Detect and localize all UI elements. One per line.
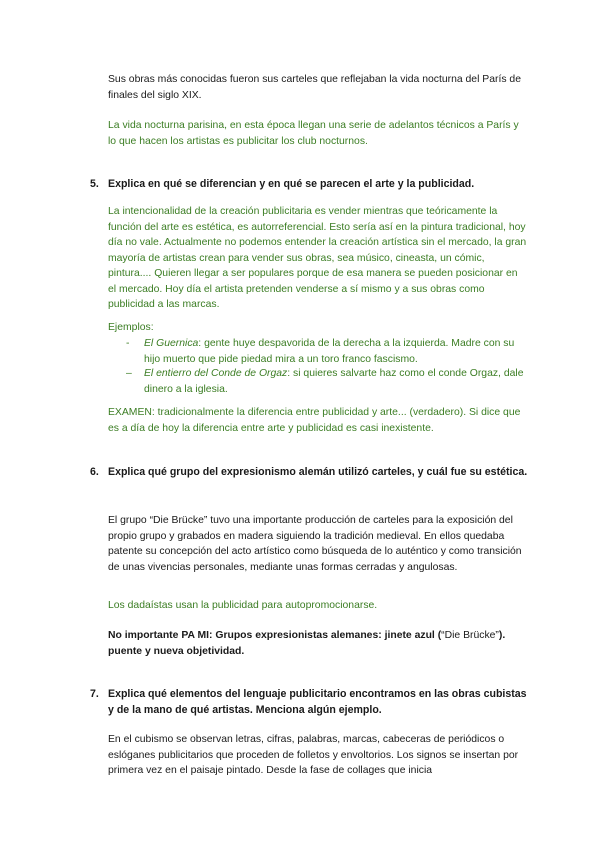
- question-6-title: Explica qué grupo del expresionismo alemán utilizó carteles, y cuál fue su estética.: [108, 466, 528, 478]
- example-title: El entierro del Conde de Orgaz: [144, 368, 288, 379]
- list-dash: -: [126, 338, 130, 349]
- example-text: : gente huye despavorida de la derecha a la izquierda. Madre con su hijo muerto que pide piedad mira a un toro franco fascismo.: [144, 338, 515, 365]
- expressionist-groups-note: [108, 628, 528, 659]
- question-6-number: 6.: [90, 466, 99, 478]
- question-7-number: 7.: [90, 688, 99, 700]
- intro-paragraph-1: Sus obras más conocidas fueron sus carteles que reflejaban la vida nocturna del París de finales del siglo XIX.: [108, 74, 521, 101]
- question-7-answer: En el cubismo se observan letras, cifras, palabras, marcas, cabeceras de periódicos o eslóganes publicitarios que proceden de folletos y envoltorios. Los signos se insertan por primera vez en el paisaje pintado. Desde la fase de collages que inicia: [108, 734, 519, 776]
- question-5-answer: La intencionalidad de la creación publicitaria es vender mientras que teóricamente la función del arte es estética, es autorreferencial. Esto sería así en la pintura tradicional, hoy día no vale. Actualmente no podemos entender la creación artística sin el mercado, la gran mayoría de artistas crean para vender sus obras, sea músico, cineasta, un cómic, pintura.... Quieren llegar a ser populares porque de esa manera se pueden posicionar en el mercado. Hoy día el artista pretenden venderse a sí mismo y a sus obras como publicidad a las marcas.: [108, 206, 527, 310]
- example-body: [144, 336, 526, 367]
- note-bold-end: ). puente y nueva objetividad.: [108, 630, 506, 657]
- question-7-title: Explica qué elementos del lenguaje publicitario encontramos en las obras cubistas y de la mano de qué artistas. Menciona algún ejemplo.: [108, 688, 527, 716]
- examples-label: Ejemplos:: [108, 322, 154, 333]
- note-plain: “Die Brücke”: [441, 630, 499, 641]
- list-dash: –: [126, 368, 132, 379]
- exam-note: EXAMEN: tradicionalmente la diferencia entre publicidad y arte... (verdadero). Si dice que es a día de hoy la diferencia entre arte y publicidad es casi inexistente.: [108, 407, 521, 434]
- question-6-answer: El grupo “Die Brücke” tuvo una importante producción de carteles para la exposición del propio grupo y grabados en madera siguiendo la tradición medieval. En ellos quedaba patente su concepción del acto artístico como búsqueda de lo auténtico y como transición de unas vivencias personales, mediante unas formas cerradas y angulosas.: [108, 515, 522, 573]
- example-body: [144, 366, 526, 397]
- note-bold-start: No importante PA MI: Grupos expresionistas alemanes: jinete azul (: [108, 630, 442, 641]
- dadaists-note: Los dadaístas usan la publicidad para autopromocionarse.: [108, 600, 378, 611]
- question-5-title: Explica en qué se diferencian y en qué se parecen el arte y la publicidad.: [108, 178, 475, 190]
- question-5-number: 5.: [90, 178, 99, 190]
- example-title: El Guernica: [144, 338, 199, 349]
- intro-paragraph-2: La vida nocturna parisina, en esta época llegan una serie de adelantos técnicos a París y lo que hacen los artistas es publicitar los club nocturnos.: [108, 120, 519, 147]
- example-text: : si quieres salvarte haz como el conde Orgaz, dale dinero a la iglesia.: [144, 368, 524, 395]
